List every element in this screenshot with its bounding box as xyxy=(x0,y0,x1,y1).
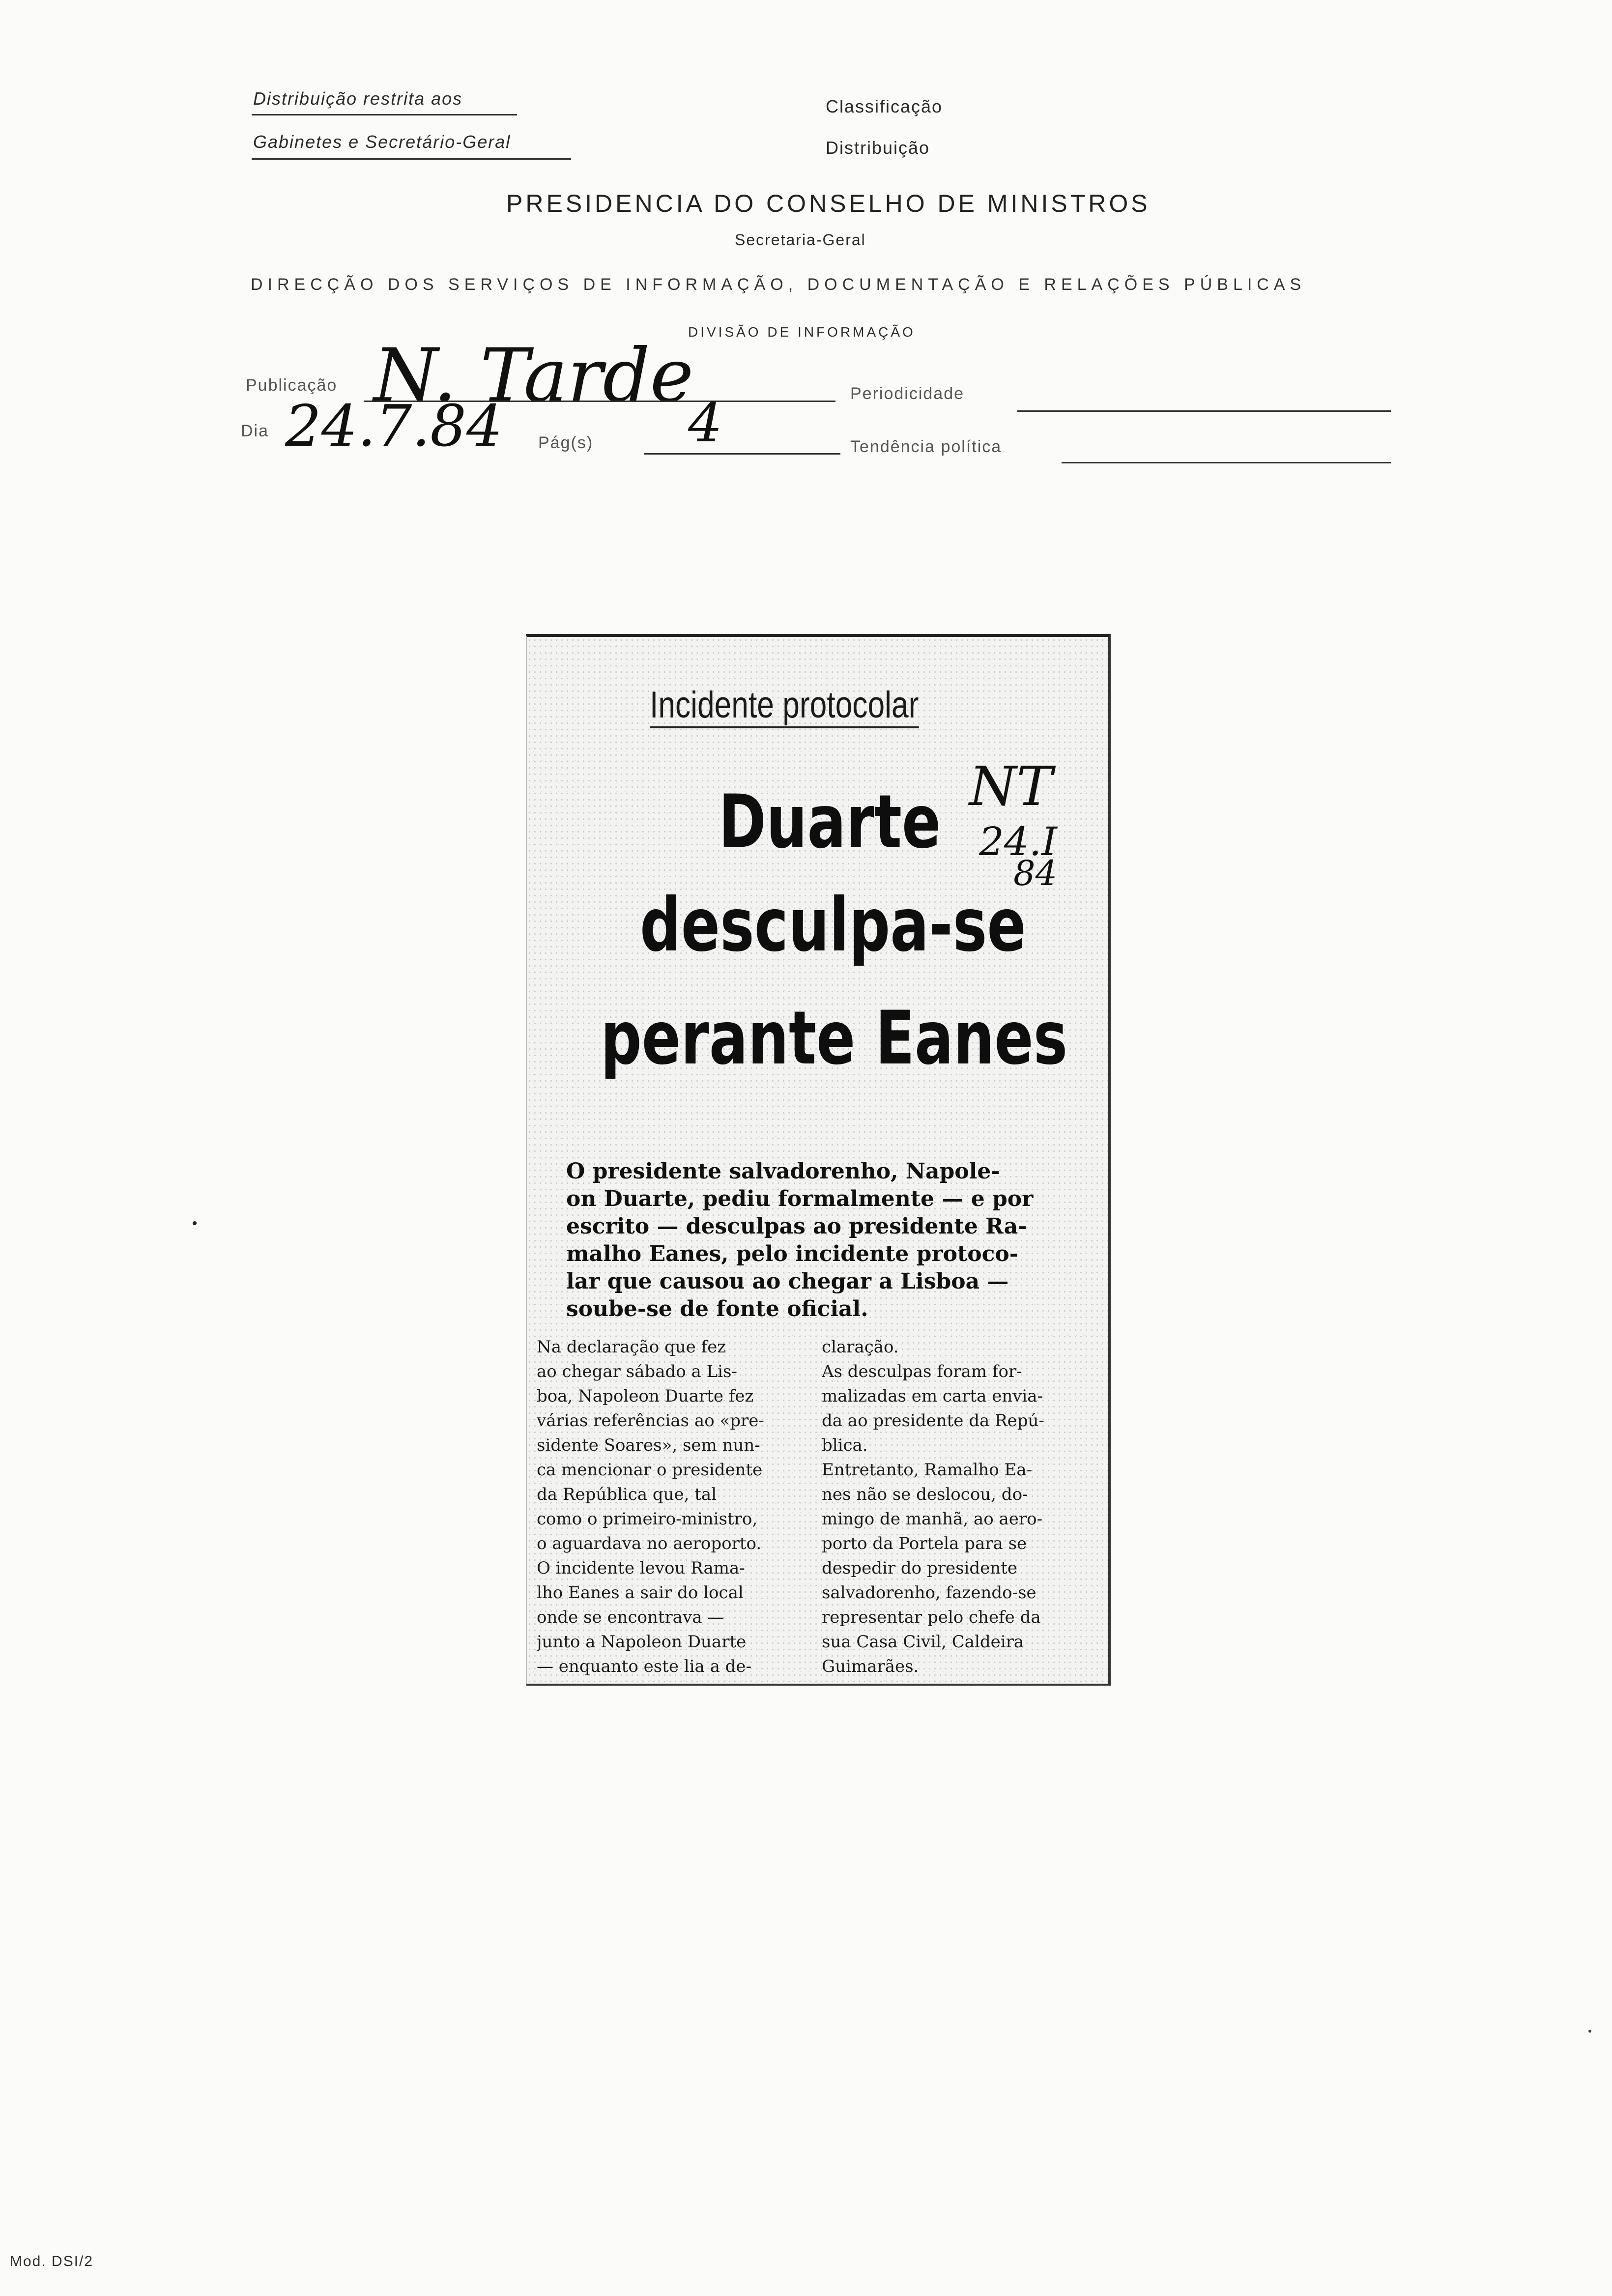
classification-label: Classificação xyxy=(826,96,943,116)
column-line: várias referências ao «pre- xyxy=(537,1411,764,1431)
column-line: salvadorenho, fazendo-se xyxy=(822,1583,1036,1603)
column-line: representar pelo chefe da xyxy=(822,1607,1041,1627)
distribution-label: Distribuição xyxy=(826,138,930,158)
department-name: DIRECÇÃO DOS SERVIÇOS DE INFORMAÇÃO, DOCUMENTAÇÃO E RELAÇÕES PÚBLICAS xyxy=(251,275,1306,294)
pages-label: Pág(s) xyxy=(538,433,594,452)
article-column-2 xyxy=(822,1335,1097,1679)
periodicity-label: Periodicidade xyxy=(850,384,965,403)
column-line: Guimarães. xyxy=(822,1657,919,1676)
column-line: junto a Napoleon Duarte xyxy=(537,1632,747,1652)
column-line: sidente Soares», sem nun- xyxy=(537,1435,760,1455)
divider xyxy=(252,114,517,115)
scan-speck xyxy=(193,1221,197,1225)
column-line: O incidente levou Rama- xyxy=(537,1558,745,1578)
handwritten-stamp-line3: 84 xyxy=(1013,853,1058,893)
headline-line2: desculpa-se xyxy=(640,883,1026,968)
scan-speck xyxy=(1588,2030,1591,2033)
column-line: sua Casa Civil, Caldeira xyxy=(822,1632,1024,1652)
column-line: As desculpas foram for- xyxy=(822,1362,1022,1381)
tendency-underline xyxy=(1062,462,1391,463)
handwritten-stamp-line2: 24.I xyxy=(979,819,1057,864)
column-line: porto da Portela para se xyxy=(822,1534,1027,1553)
column-line: Na declaração que fez xyxy=(537,1337,726,1357)
publication-label: Publicação xyxy=(246,376,338,395)
division-name: DIVISÃO DE INFORMAÇÃO xyxy=(688,324,916,340)
lead-line: on Duarte, pediu formalmente — e por xyxy=(566,1186,1034,1211)
lead-line: escrito — desculpas ao presidente Ra- xyxy=(566,1214,1027,1239)
form-model-code: Mod. DSI/2 xyxy=(10,2253,94,2269)
column-line: o aguardava no aeroporto. xyxy=(537,1534,762,1553)
column-line: Entretanto, Ramalho Ea- xyxy=(822,1460,1033,1480)
column-line: da ao presidente da Repú- xyxy=(822,1411,1044,1431)
column-line: claração. xyxy=(822,1337,899,1357)
column-line: malizadas em carta envia- xyxy=(822,1386,1043,1406)
divider xyxy=(252,158,571,160)
column-line: mingo de manhã, ao aero- xyxy=(822,1509,1043,1529)
article-column-1 xyxy=(537,1335,812,1679)
pages-underline xyxy=(644,453,840,455)
lead-paragraph xyxy=(566,1158,1097,1323)
column-line: — enquanto este lia a de- xyxy=(537,1657,752,1676)
lead-line: O presidente salvadorenho, Napole- xyxy=(566,1159,1000,1184)
publication-value: N. Tarde xyxy=(374,333,694,419)
page-title: PRESIDENCIA DO CONSELHO DE MINISTROS xyxy=(506,190,1151,217)
lead-line: malho Eanes, pelo incidente protoco- xyxy=(566,1241,1018,1266)
date-label: Dia xyxy=(241,422,269,440)
lead-line: soube-se de fonte oficial. xyxy=(566,1296,868,1321)
column-line: boa, Napoleon Duarte fez xyxy=(537,1386,754,1406)
column-line: ca mencionar o presidente xyxy=(537,1460,763,1480)
headline-line1: Duarte xyxy=(719,779,941,865)
column-line: como o primeiro-ministro, xyxy=(537,1509,758,1529)
handwritten-stamp-line1: NT xyxy=(969,755,1053,818)
tendency-label: Tendência política xyxy=(850,437,1002,456)
column-line: nes não se deslocou, do- xyxy=(822,1485,1028,1504)
column-line: ao chegar sábado a Lis- xyxy=(537,1362,737,1381)
pages-value: 4 xyxy=(688,391,722,454)
column-line: despedir do presidente xyxy=(822,1558,1017,1578)
headline-line3: perante Eanes xyxy=(601,996,1068,1081)
column-line: da República que, tal xyxy=(537,1485,717,1504)
restricted-distribution-line2: Gabinetes e Secretário-Geral xyxy=(253,132,511,152)
newspaper-clipping xyxy=(526,634,1111,1686)
lead-line: lar que causou ao chegar a Lisboa — xyxy=(566,1269,1009,1294)
column-line: lho Eanes a sair do local xyxy=(537,1583,744,1603)
clipping-kicker: Incidente protocolar xyxy=(650,684,919,728)
periodicity-underline xyxy=(1017,410,1391,412)
page-subtitle: Secretaria-Geral xyxy=(735,231,866,249)
restricted-distribution-line1: Distribuição restrita aos xyxy=(253,88,463,109)
date-value: 24.7.84 xyxy=(285,393,503,459)
column-line: onde se encontrava — xyxy=(537,1607,724,1627)
column-line: blica. xyxy=(822,1435,868,1455)
